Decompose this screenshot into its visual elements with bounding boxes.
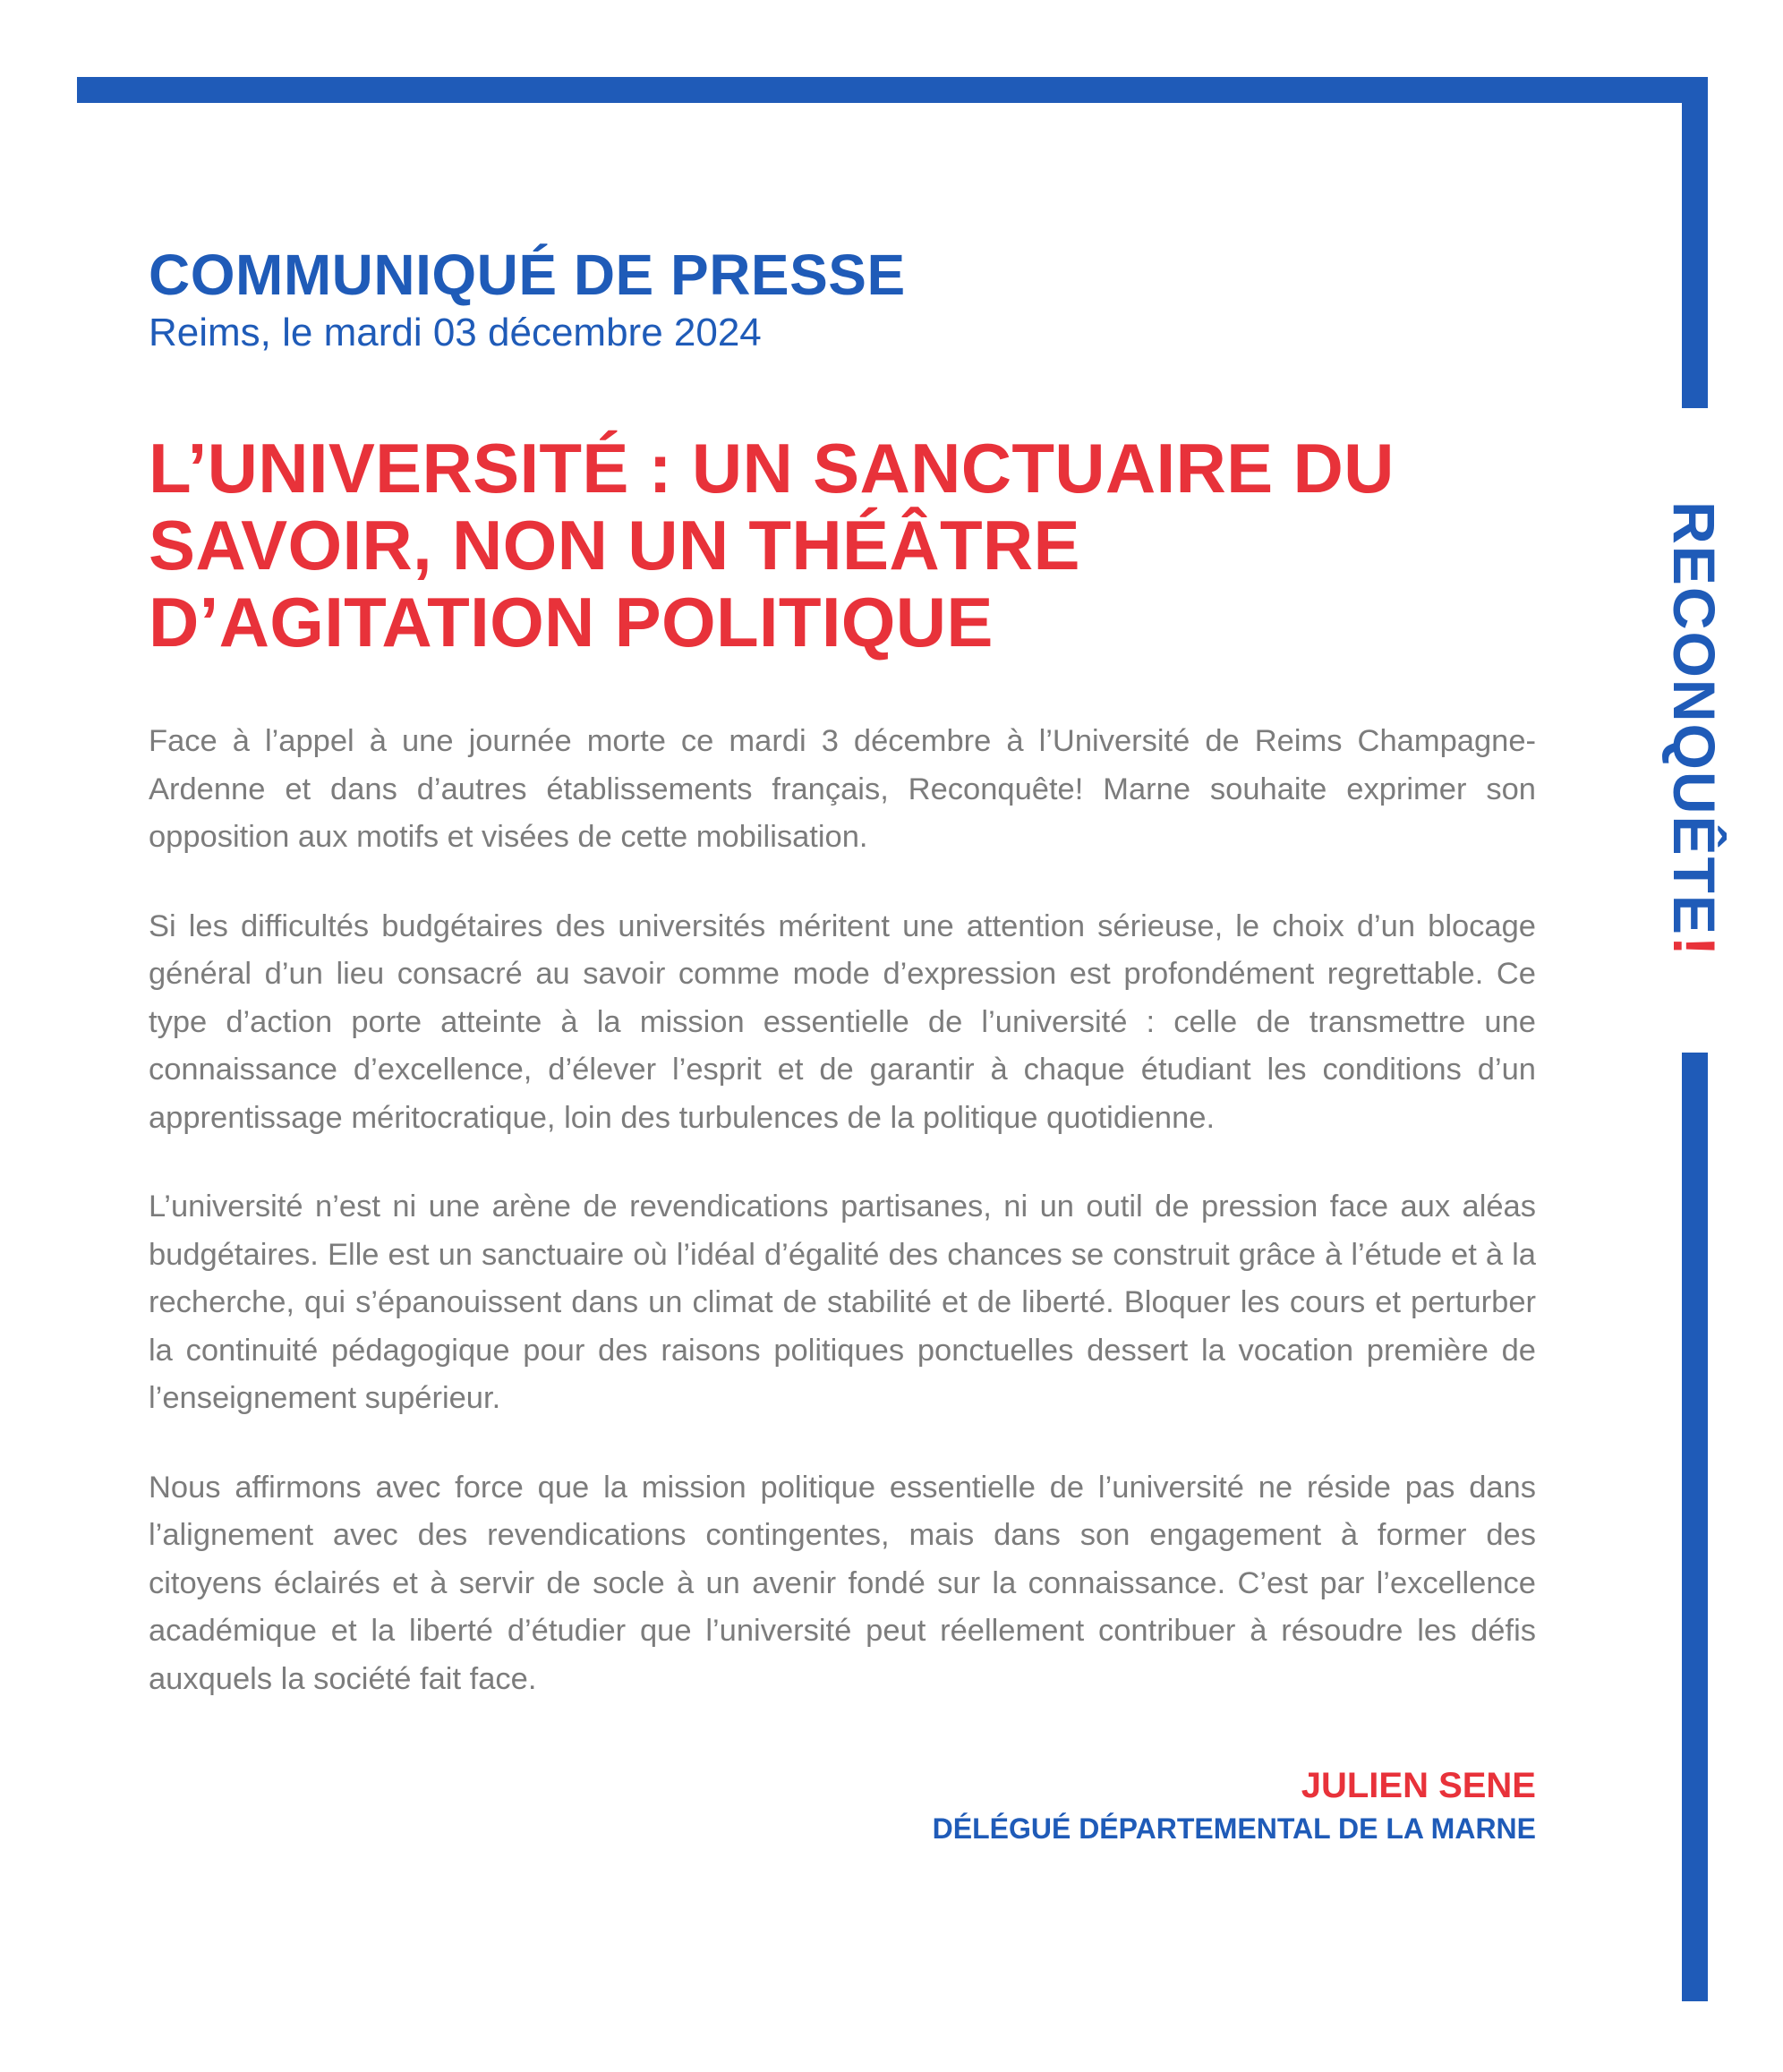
frame-right-bar-lower <box>1682 1053 1708 2001</box>
body-text <box>149 718 1536 1744</box>
headline <box>149 430 1536 661</box>
frame-top-bar <box>77 77 1708 103</box>
document-type-heading: COMMUNIQUÉ DE PRESSE <box>149 243 906 307</box>
body-paragraph: L’université n’est ni une arène de revendications partisanes, ni un outil de pression face aux aléas budgétaires. Elle est un sanctuaire où l’idéal d’égalité des chances se construit grâce à l’étude et à la recherche, qui s’épanouissent dans un climat de stabilité et de liberté. Bloquer les cours et perturber la continuité pédagogique pour des raisons politiques ponctuelles dessert la vocation première de l’enseignement supérieur. <box>149 1189 1536 1415</box>
press-release <box>149 242 1536 1845</box>
signature-block <box>149 1763 1536 1849</box>
logo-text: RECONQUÊTE <box>1661 501 1728 936</box>
signatory-name: JULIEN SENE <box>1301 1766 1536 1805</box>
headline-line: SAVOIR, NON UN THÉÂTRE <box>149 506 1080 584</box>
reconquete-logo <box>1661 501 1728 958</box>
signatory-role: DÉLÉGUÉ DÉPARTEMENTAL DE LA MARNE <box>932 1812 1536 1845</box>
headline-line: L’UNIVERSITÉ : UN SANCTUAIRE DU <box>149 429 1395 507</box>
body-paragraph: Si les difficultés budgétaires des universités méritent une attention sérieuse, le choix d’un blocage général d’un lieu consacré au savoir comme mode d’expression est profondément regrettable. Ce type d’action porte atteinte à la mission essentielle de l’université : celle de transmettre une connaissance d’excellence, d’élever l’esprit et de garantir à chaque étudiant les conditions d’un apprentissage méritocratique, loin des turbulences de la politique quotidienne. <box>149 908 1536 1135</box>
frame-right-bar-upper <box>1682 77 1708 408</box>
logo-exclamation-mark: ! <box>1661 935 1728 958</box>
headline-line: D’AGITATION POLITIQUE <box>149 583 994 661</box>
body-paragraph: Nous affirmons avec force que la mission politique essentielle de l’université ne réside pas dans l’alignement avec des revendications contingentes, mais dans son engagement à former des citoyens éclairés et à servir de socle à un avenir fondé sur la connaissance. C’est par l’excellence académique et la liberté d’étudier que l’université peut réellement contribuer à résoudre les défis auxquels la société fait face. <box>149 1470 1536 1696</box>
body-paragraph: Face à l’appel à une journée morte ce mardi 3 décembre à l’Université de Reims Champagne-Ardenne et dans d’autres établissements français, Reconquête! Marne souhaite exprimer son opposition aux motifs et visées de cette mobilisation. <box>149 724 1536 854</box>
dateline: Reims, le mardi 03 décembre 2024 <box>149 311 762 354</box>
